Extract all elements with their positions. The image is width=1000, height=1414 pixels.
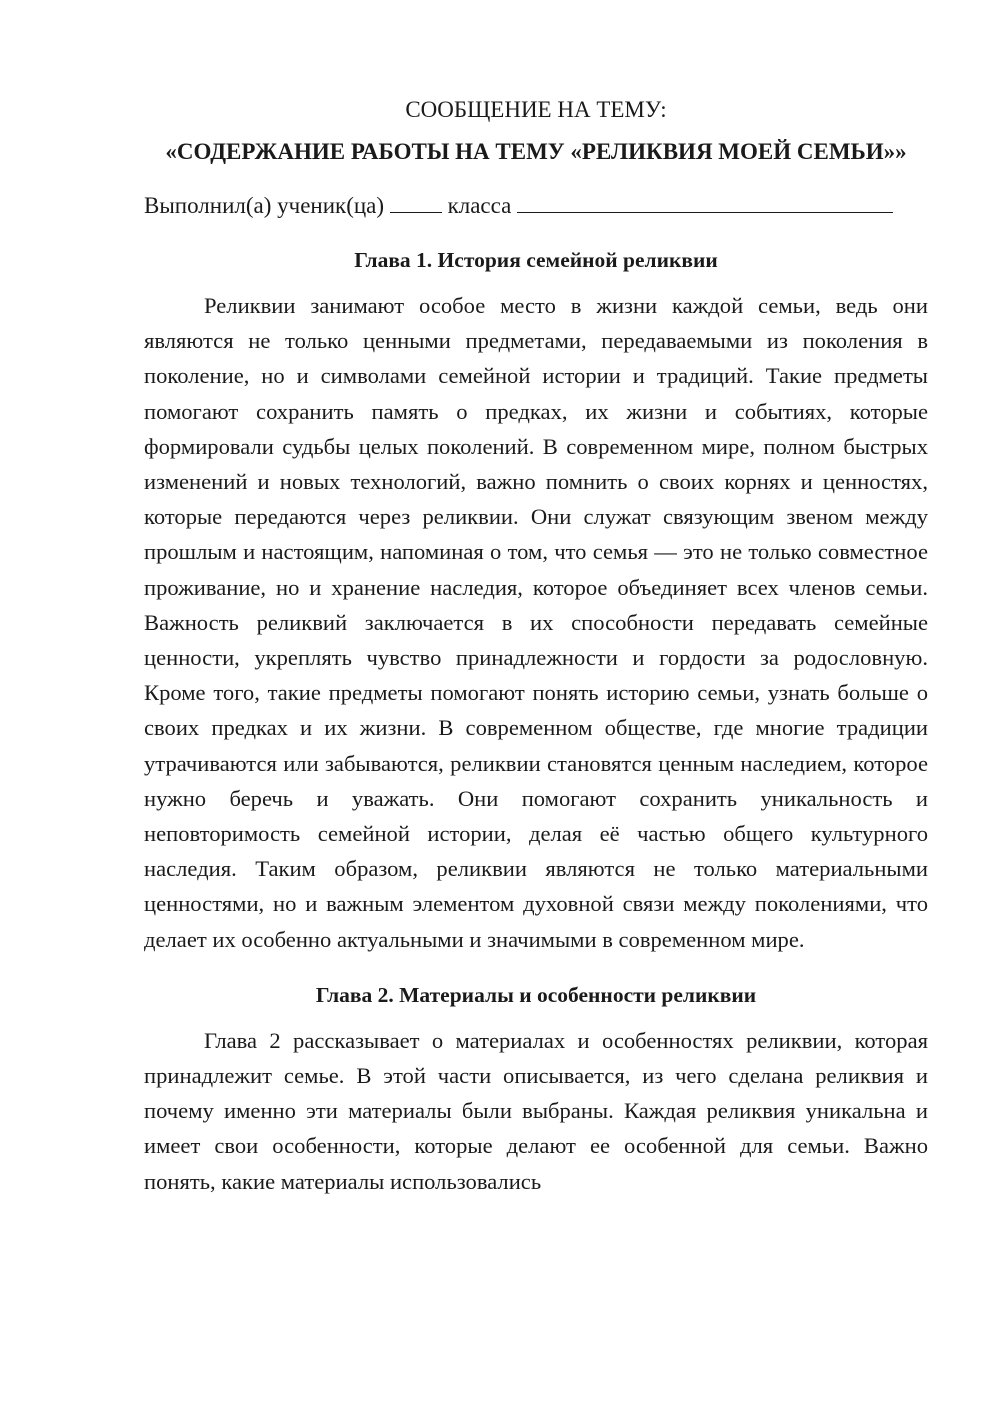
chapter2-title: Глава 2. Материалы и особенности реликвии bbox=[315, 982, 757, 1007]
class-word: класса bbox=[447, 193, 512, 218]
chapter2-paragraph: Глава 2 рассказывает о материалах и особенностях реликвии, которая принадлежит семье. В этой части описывается, из чего сделана реликвия и почему именно эти материалы были выбраны. Каждая реликвия уникальна и имеет свои особенности, которые делают ее особенной для семьи. Важно понять, какие материалы использовались bbox=[144, 1027, 928, 1194]
document-header-line1: СООБЩЕНИЕ НА ТЕМУ: bbox=[405, 97, 667, 122]
document-page bbox=[144, 92, 928, 1199]
author-line bbox=[144, 188, 928, 224]
document-title: «СОДЕРЖАНИЕ РАБОТЫ НА ТЕМУ «РЕЛИКВИЯ МОЕЙ СЕМЬИ»» bbox=[165, 139, 907, 164]
grade-blank-field[interactable] bbox=[390, 190, 442, 213]
author-prefix: Выполнил(а) ученик(ца) bbox=[144, 193, 385, 218]
chapter1-title: Глава 1. История семейной реликвии bbox=[354, 248, 718, 272]
chapter1-paragraph: Реликвии занимают особое место в жизни каждой семьи, ведь они являются не только ценными предметами, передаваемыми из поколения в поколение, но и символами семейной истории и традиций. Такие предметы помогают сохранить память о предках, их жизни и событиях, которые формировали судьбы целых поколений. В современном мире, полном быстрых изменений и новых технологий, важно помнить о своих корнях и ценностях, которые передаются через реликвии. Они служат связующим звеном между прошлым и настоящим, напоминая о том, что семья — это не только совместное проживание, но и хранение наследия, которое объединяет всех членов семьи. Важность реликвий заключается в их способности передавать семейные ценности, укреплять чувство принадлежности и гордости за родословную. Кроме того, такие предметы помогают понять историю семьи, узнать больше о своих предках и их жизни. В современном обществе, где многие традиции утрачиваются или забываются, реликвии становятся ценным наследием, которое нужно беречь и уважать. Они помогают сохранить уникальность и неповторимость семейной истории, делая её частью общего культурного наследия. Таким образом, реликвии являются не только материальными ценностями, но и важным элементом духовной связи между поколениями, что делает их особенно актуальными и значимыми в современном мире. bbox=[144, 293, 928, 952]
class-name-blank-field[interactable] bbox=[517, 190, 893, 213]
